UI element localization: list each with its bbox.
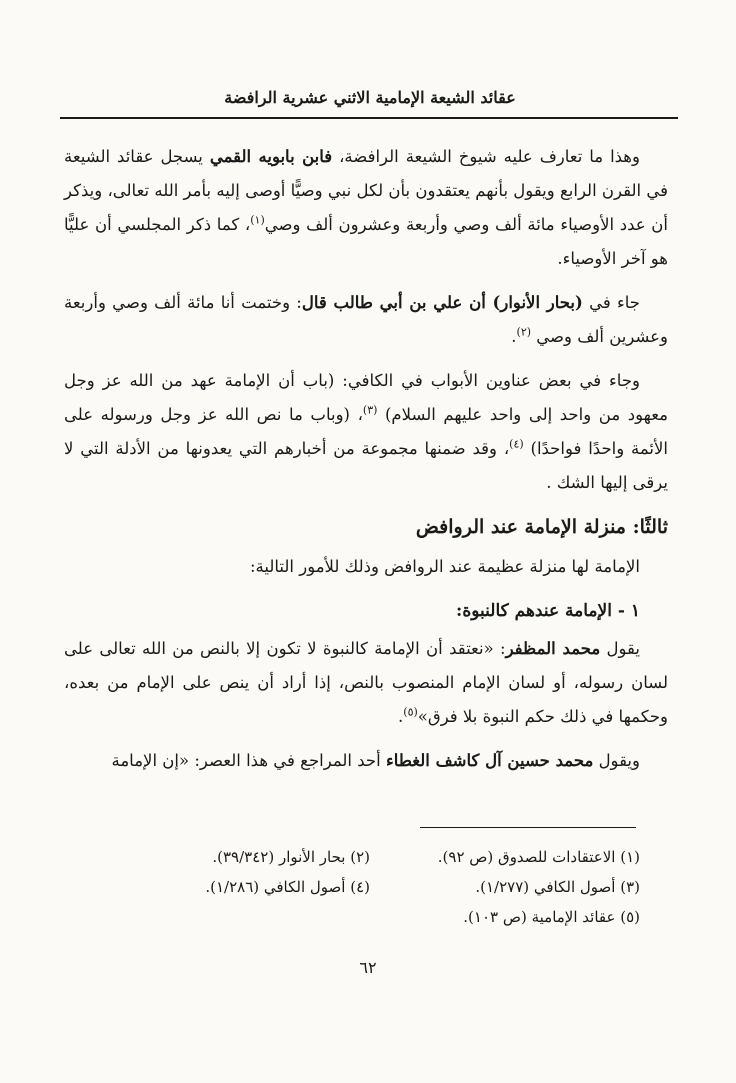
subsection-heading: ١ - الإمامة عندهم كالنبوة: <box>456 601 640 621</box>
footnote-2: (٢) بحار الأنوار (٣٩/٣٤٢). <box>212 848 370 866</box>
footnote-ref-4: (٤) <box>509 437 524 451</box>
footnote-ref-2: (٢) <box>516 325 532 339</box>
author-name: محمد حسين آل كاشف الغطاء <box>385 751 594 770</box>
footnote-ref-3: (٣) <box>362 403 378 417</box>
footnote-5: (٥) عقائد الإمامية (ص ١٠٣). <box>463 908 640 926</box>
footnote-4: (٤) أصول الكافي (١/٢٨٦). <box>205 878 370 896</box>
author-name: فابن بابويه القمي <box>209 147 333 166</box>
footnote-ref-1: (١) <box>250 213 265 227</box>
section-heading: ثالثًا: منزلة الإمامة عند الروافض <box>415 516 668 538</box>
paragraph-1: وهذا ما تعارف عليه شيوخ الشيعة الرافضة، فابن بابويه القمي يسجل عقائد الشيعة في القرن الرابع ويقول بأنهم يعتقدون بأن لكل نبي وصيًّا أوصى إليه بأمر الله تعالى، ويذكر أن عدد الأوصياء مائة ألف وصي وأربعة وعشرون ألف وصي$^{(١)}$، كما ذكر المجلسي أن عليًّا هو آخر الأوصياء. <box>64 147 668 268</box>
header-rule <box>60 117 678 119</box>
footnote-1: (١) الاعتقادات للصدوق (ص ٩٢). <box>437 848 640 866</box>
footnote-3: (٣) أصول الكافي (١/٢٧٧). <box>475 878 640 896</box>
paragraph-4: الإمامة لها منزلة عظيمة عند الروافض وذلك للأمور التالية: <box>249 557 640 576</box>
footnotes <box>100 842 640 932</box>
paragraph-5: يقول محمد المظفر: «نعتقد أن الإمامة كالنبوة لا تكون إلا بالنص من الله تعالى على لسان رسوله، أو لسان الإمام المنصوب بالنص، إذا أراد أن ينص على الإمام من بعده، وحكمها في ذلك حكم النبوة بلا فرق»$^{(٥)}$. <box>64 639 668 726</box>
source-quote: (بحار الأنوار) أن علي بن أبي طالب قال <box>301 293 583 312</box>
author-name: محمد المظفر <box>505 639 601 658</box>
paragraph-3: وجاء في بعض عناوين الأبواب في الكافي: (باب أن الإمامة عهد من الله عز وجل معهود من واحد إلى واحد عليهم السلام) $^{(٣)}$، (وباب ما نص الله عز وجل ورسوله على الأئمة واحدًا فواحدًا) $^{(٤)}$، وقد ضمنها مجموعة من أخبارهم التي يعدونها من الأدلة التي لا يرقى إليها الشك . <box>64 371 668 492</box>
running-head: عقائد الشيعة الإمامية الاثني عشرية الرافضة <box>224 88 516 107</box>
body-text <box>64 140 668 788</box>
footnote-ref-5: (٥) <box>403 705 418 719</box>
footnote-rule <box>420 827 636 828</box>
page-number: ٦٢ <box>359 958 377 977</box>
paragraph-6: ويقول محمد حسين آل كاشف الغطاء أحد المراجع في هذا العصر: «إن الإمامة <box>111 751 640 770</box>
paragraph-2: جاء في (بحار الأنوار) أن علي بن أبي طالب قال: وختمت أنا مائة ألف وصي وأربعة وعشرين ألف وصي $^{(٢)}$. <box>64 293 668 346</box>
